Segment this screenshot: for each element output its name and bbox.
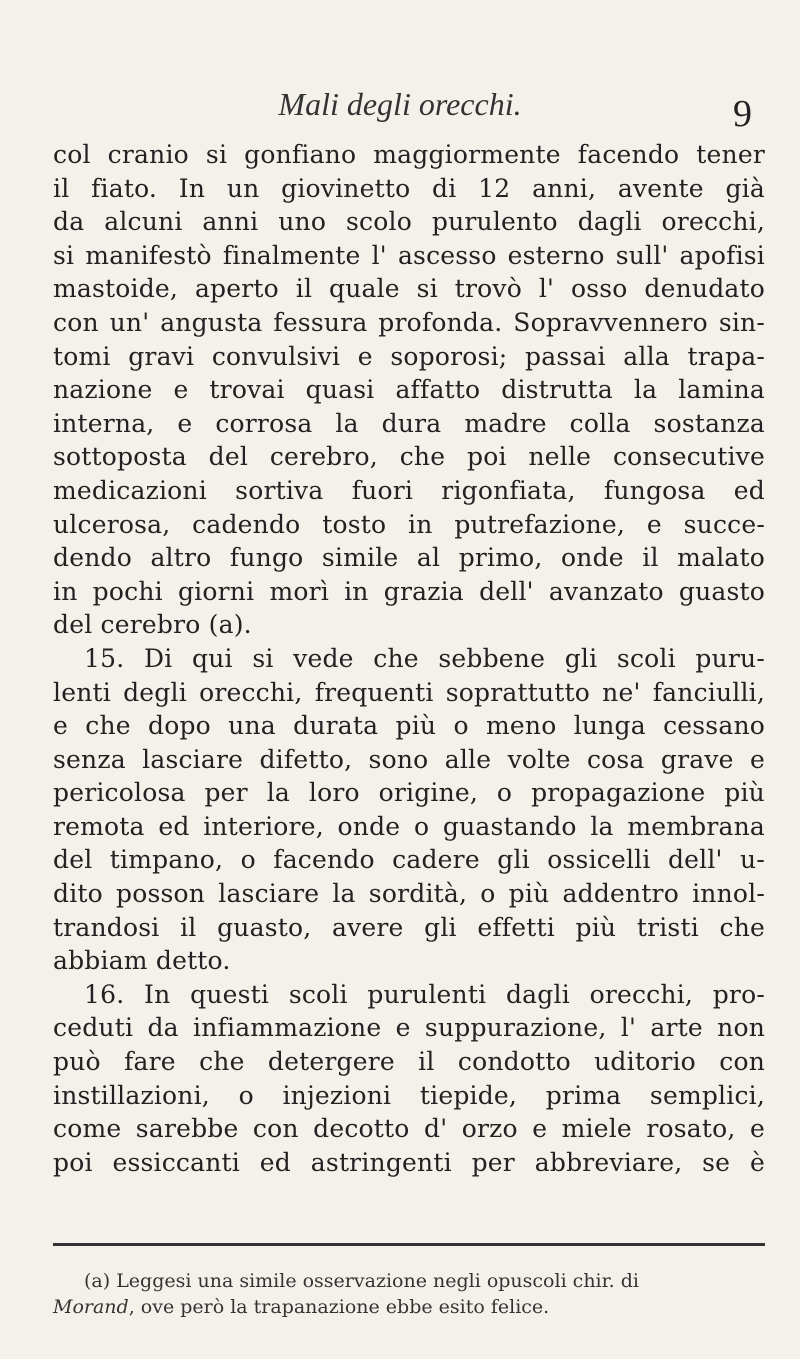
text-line: il fiato. In un giovinetto di 12 anni, avente già — [53, 173, 765, 203]
text-line: si manifestò finalmente l' ascesso esterno sull' apofisi — [53, 240, 765, 270]
footnote-line: (a) Leggesi una simile osservazione negli opuscoli chir. di — [84, 1270, 639, 1292]
footnote — [53, 1268, 765, 1320]
text-line: in pochi giorni morì in grazia dell' avanzato guasto — [53, 576, 765, 606]
text-line: remota ed interiore, onde o guastando la membrana — [53, 811, 765, 841]
text-line: con un' angusta fessura profonda. Sopravvennero sin- — [53, 307, 765, 337]
text-line: trandosi il guasto, avere gli effetti più tristi che — [53, 912, 765, 942]
footnote-line — [53, 1294, 765, 1320]
text-line: abbiam detto. — [53, 946, 231, 976]
text-line: del cerebro (a). — [53, 610, 252, 640]
running-title: Mali degli orecchi. — [278, 86, 522, 122]
text-line: interna, e corrosa la dura madre colla sostanza — [53, 408, 765, 438]
text-line: ceduti da infiammazione e suppurazione, l' arte non — [53, 1013, 765, 1043]
text-line: dendo altro fungo simile al primo, onde il malato — [53, 543, 765, 573]
text-line: medicazioni sortiva fuori rigonfiata, fungosa ed — [53, 475, 765, 505]
text-line: mastoide, aperto il quale si trovò l' osso denudato — [53, 274, 765, 304]
text-line: può fare che detergere il condotto uditorio con — [53, 1047, 765, 1077]
text-line: senza lasciare difetto, sono alle volte cosa grave e — [53, 744, 765, 774]
text-line: instillazioni, o injezioni tiepide, prima semplici, — [53, 1080, 765, 1110]
text-line: ulcerosa, cadendo tosto in putrefazione, e succe- — [53, 509, 765, 539]
text-line: del timpano, o facendo cadere gli ossicelli dell' u- — [53, 845, 765, 875]
paragraph-start-15: 15. Di qui si vede che sebbene gli scoli puru- — [84, 643, 765, 673]
text-line: come sarebbe con decotto d' orzo e miele rosato, e — [53, 1114, 765, 1144]
text-line: nazione e trovai quasi affatto distrutta la lamina — [53, 375, 765, 405]
body-text — [53, 138, 765, 1179]
text-line: e che dopo una durata più o meno lunga cessano — [53, 711, 765, 741]
footnote-author: Morand — [53, 1296, 129, 1318]
text-line: dito posson lasciare la sordità, o più addentro innol- — [53, 879, 765, 909]
text-line: tomi gravi convulsivi e soporosi; passai alla trapa- — [53, 341, 765, 371]
text-line: pericolosa per la loro origine, o propagazione più — [53, 778, 765, 808]
text-line: sottoposta del cerebro, che poi nelle consecutive — [53, 442, 765, 472]
page-header — [40, 62, 760, 135]
text-line: da alcuni anni uno scolo purulento dagli orecchi, — [53, 207, 765, 237]
page-number: 9 — [733, 93, 752, 135]
footnote-line-rest: , ove però la trapanazione ebbe esito felice. — [128, 1296, 550, 1318]
footnote-divider — [53, 1243, 765, 1246]
text-line: lenti degli orecchi, frequenti soprattutto ne' fanciulli, — [53, 677, 765, 707]
text-line: col cranio si gonfiano maggiormente facendo tener — [53, 140, 765, 169]
paragraph-start-16: 16. In questi scoli purulenti dagli orecchi, pro- — [84, 979, 765, 1009]
text-line: poi essiccanti ed astringenti per abbreviare, se è — [53, 1147, 765, 1177]
